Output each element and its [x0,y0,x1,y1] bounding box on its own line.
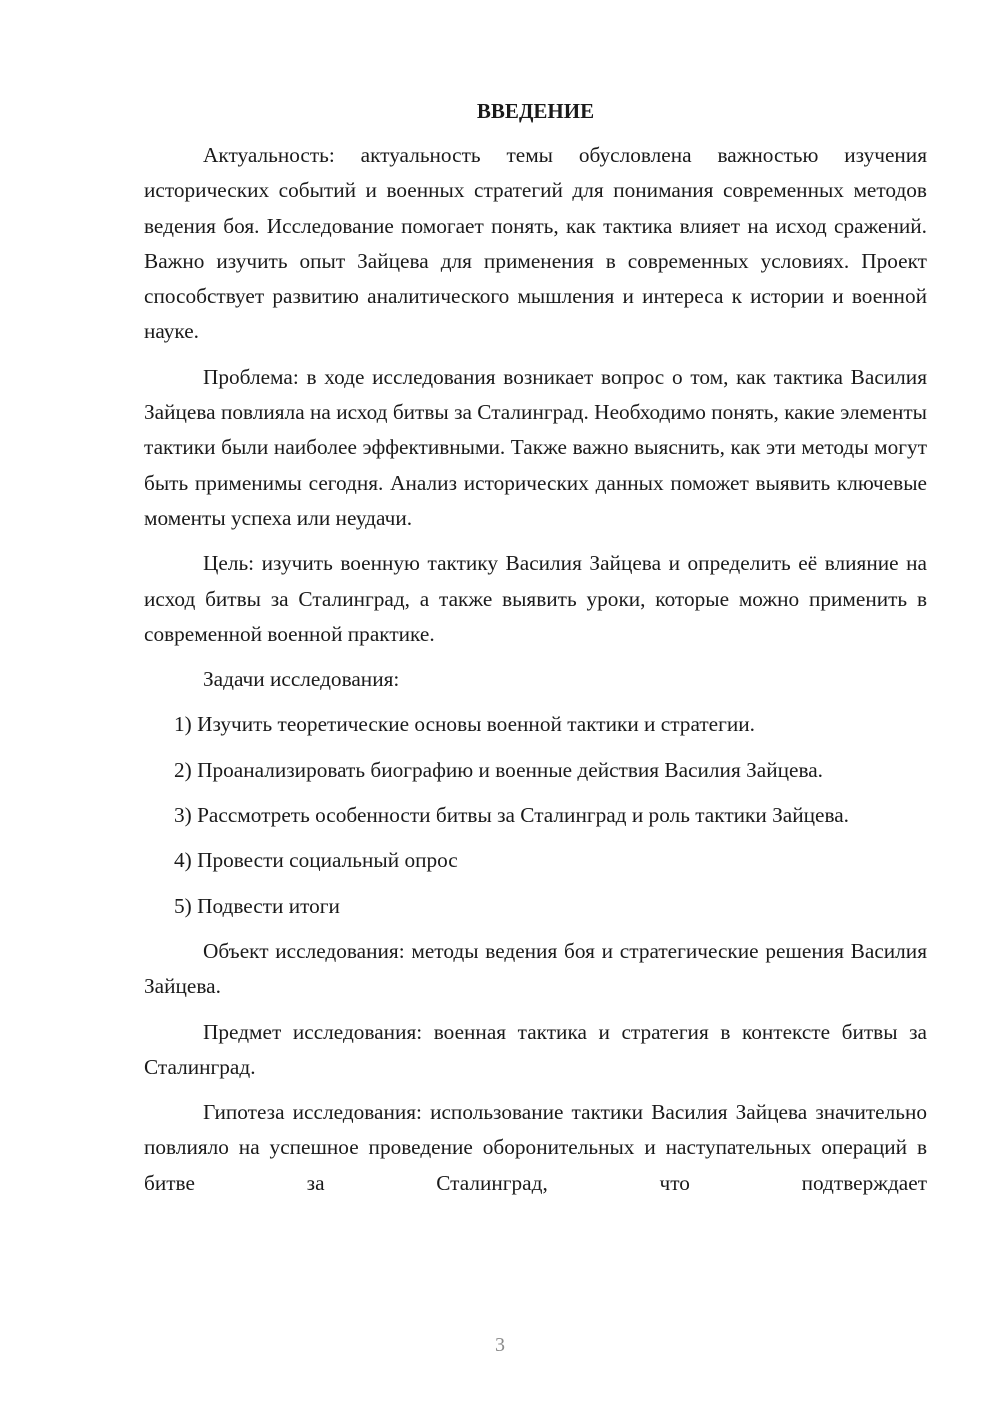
problem-paragraph: Проблема: в ходе исследования возникает вопрос о том, как тактика Василия Зайцева повлияла на исход битвы за Сталинград. Необходимо понять, какие элементы тактики были наиболее эффективными. Также важно выяснить, как эти методы могут быть применимы сегодня. Анализ исторических данных поможет выявить ключевые моменты успеха или неудачи. [144,364,927,530]
object-paragraph: Объект исследования: методы ведения боя и стратегические решения Василия Зайцева. [144,938,927,999]
task-item: 5) Подвести итоги [174,893,340,918]
subject-paragraph: Предмет исследования: военная тактика и стратегия в контексте битвы за Сталинград. [144,1019,927,1079]
hypothesis-paragraph: Гипотеза исследования: использование тактики Василия Зайцева значительно повлияло на успешное проведение оборонительных и наступательных операций в битве за Сталинград, что подтверждает [144,1100,927,1195]
relevance-paragraph: Актуальность: актуальность темы обусловлена важностью изучения исторических событий и военных стратегий для понимания современных методов ведения боя. Исследование помогает понять, как тактика влияет на исход сражений. Важно изучить опыт Зайцева для применения в современных условиях. Проект способствует развитию аналитического мышления и интереса к истории и военной науке. [144,143,927,344]
task-item: 3) Рассмотреть особенности битвы за Сталинград и роль тактики Зайцева. [174,803,850,828]
page-number: 3 [495,1334,505,1356]
task-item: 4) Провести социальный опрос [174,848,458,873]
goal-paragraph: Цель: изучить военную тактику Василия Зайцева и определить её влияние на исход битвы за Сталинград, а также выявить уроки, которые можно применить в современной военной практике. [144,551,927,646]
tasks-heading: Задачи исследования: [203,667,400,692]
task-item: 1) Изучить теоретические основы военной тактики и стратегии. [174,712,755,737]
section-title: ВВЕДЕНИЕ [476,99,595,123]
task-item: 2) Проанализировать биографию и военные действия Василия Зайцева. [174,757,823,782]
document-page [144,96,927,1211]
